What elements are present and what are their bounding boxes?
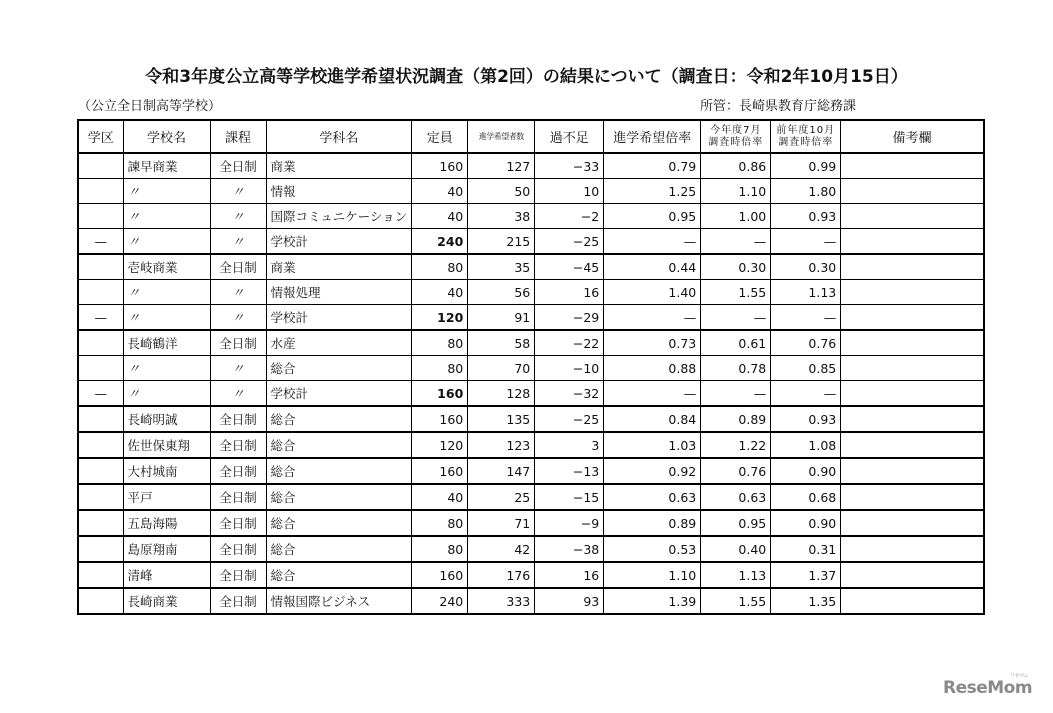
cell-ratio: 0.53 xyxy=(604,536,701,562)
cell-ratio: 0.44 xyxy=(604,254,701,280)
cell-surplus: −45 xyxy=(535,254,604,280)
cell-remarks xyxy=(841,458,984,484)
cell-applicants: 50 xyxy=(468,179,535,204)
cell-surplus: −29 xyxy=(535,305,604,331)
cell-ratio: 1.40 xyxy=(604,280,701,305)
cell-capacity: 160 xyxy=(412,458,468,484)
cell-school: 〃 xyxy=(123,179,210,204)
cell-school: 長崎商業 xyxy=(123,588,210,614)
cell-district xyxy=(78,179,123,204)
cell-applicants: 42 xyxy=(468,536,535,562)
header-applicants: 進学希望者数 xyxy=(468,120,535,153)
cell-district: — xyxy=(78,229,123,255)
table-row xyxy=(78,204,984,229)
cell-applicants: 58 xyxy=(468,330,535,356)
cell-course: 全日制 xyxy=(210,254,266,280)
cell-applicants: 56 xyxy=(468,280,535,305)
cell-surplus: −15 xyxy=(535,484,604,510)
cell-applicants: 91 xyxy=(468,305,535,331)
cell-remarks xyxy=(841,229,984,255)
header-remarks: 備考欄 xyxy=(841,120,984,153)
table-row xyxy=(78,562,984,588)
cell-surplus: −33 xyxy=(535,153,604,179)
cell-ratio: 1.10 xyxy=(604,562,701,588)
header-ratio: 進学希望倍率 xyxy=(604,120,701,153)
cell-department: 学校計 xyxy=(266,305,412,331)
cell-applicants: 25 xyxy=(468,484,535,510)
cell-july-ratio: 0.86 xyxy=(701,153,771,179)
cell-course: 全日制 xyxy=(210,484,266,510)
cell-ratio: 1.25 xyxy=(604,179,701,204)
cell-capacity: 160 xyxy=(412,153,468,179)
cell-remarks xyxy=(841,406,984,432)
cell-remarks xyxy=(841,153,984,179)
cell-district: — xyxy=(78,381,123,407)
table-row xyxy=(78,305,984,331)
cell-district xyxy=(78,458,123,484)
cell-prev-oct-ratio: 0.30 xyxy=(771,254,841,280)
cell-school: 五島海陽 xyxy=(123,510,210,536)
cell-july-ratio: 1.10 xyxy=(701,179,771,204)
cell-district xyxy=(78,588,123,614)
logo-kana: リセマム xyxy=(1010,673,1029,679)
cell-surplus: −13 xyxy=(535,458,604,484)
cell-district xyxy=(78,484,123,510)
cell-remarks xyxy=(841,305,984,331)
cell-school: 諫早商業 xyxy=(123,153,210,179)
cell-department: 学校計 xyxy=(266,229,412,255)
cell-remarks xyxy=(841,254,984,280)
cell-applicants: 147 xyxy=(468,458,535,484)
cell-july-ratio: 0.76 xyxy=(701,458,771,484)
cell-remarks xyxy=(841,179,984,204)
cell-school: 〃 xyxy=(123,305,210,331)
table-row xyxy=(78,254,984,280)
cell-capacity: 120 xyxy=(412,305,468,331)
cell-course: 〃 xyxy=(210,356,266,381)
header-prev-oct-ratio xyxy=(771,120,841,153)
cell-surplus: −38 xyxy=(535,536,604,562)
cell-district xyxy=(78,204,123,229)
school-type-label: （公立全日制高等学校） xyxy=(78,99,222,114)
cell-school: 平戸 xyxy=(123,484,210,510)
cell-district xyxy=(78,510,123,536)
cell-ratio: — xyxy=(604,305,701,331)
cell-department: 水産 xyxy=(266,330,412,356)
cell-school: 〃 xyxy=(123,280,210,305)
cell-department: 総合 xyxy=(266,484,412,510)
cell-surplus: 16 xyxy=(535,280,604,305)
cell-remarks xyxy=(841,432,984,458)
cell-prev-oct-ratio: — xyxy=(771,381,841,407)
cell-department: 商業 xyxy=(266,153,412,179)
cell-capacity: 80 xyxy=(412,356,468,381)
cell-surplus: 16 xyxy=(535,562,604,588)
cell-applicants: 123 xyxy=(468,432,535,458)
cell-capacity: 80 xyxy=(412,254,468,280)
cell-remarks xyxy=(841,536,984,562)
cell-surplus: −22 xyxy=(535,330,604,356)
cell-department: 商業 xyxy=(266,254,412,280)
cell-school: 〃 xyxy=(123,356,210,381)
cell-department: 情報 xyxy=(266,179,412,204)
cell-ratio: — xyxy=(604,381,701,407)
cell-ratio: 0.88 xyxy=(604,356,701,381)
document-title: 令和3年度公立高等学校進学希望状況調査（第2回）の結果について（調査日：令和2年10月15日） xyxy=(145,67,908,87)
cell-ratio: 1.03 xyxy=(604,432,701,458)
cell-prev-oct-ratio: — xyxy=(771,305,841,331)
table-row xyxy=(78,153,984,179)
cell-department: 総合 xyxy=(266,562,412,588)
table-row xyxy=(78,356,984,381)
cell-prev-oct-ratio: 0.90 xyxy=(771,458,841,484)
cell-surplus: −9 xyxy=(535,510,604,536)
cell-capacity: 40 xyxy=(412,179,468,204)
cell-remarks xyxy=(841,562,984,588)
cell-course: 全日制 xyxy=(210,562,266,588)
cell-july-ratio: 0.61 xyxy=(701,330,771,356)
cell-school: 島原翔南 xyxy=(123,536,210,562)
cell-july-ratio: 1.00 xyxy=(701,204,771,229)
cell-remarks xyxy=(841,484,984,510)
cell-district xyxy=(78,330,123,356)
cell-prev-oct-ratio: 0.90 xyxy=(771,510,841,536)
cell-capacity: 80 xyxy=(412,510,468,536)
cell-course: 全日制 xyxy=(210,536,266,562)
header-july-ratio xyxy=(701,120,771,153)
cell-capacity: 80 xyxy=(412,536,468,562)
cell-ratio: 0.84 xyxy=(604,406,701,432)
cell-course: 〃 xyxy=(210,229,266,255)
cell-july-ratio: 0.89 xyxy=(701,406,771,432)
cell-school: 長崎明誠 xyxy=(123,406,210,432)
cell-prev-oct-ratio: 0.68 xyxy=(771,484,841,510)
cell-prev-oct-ratio: 1.13 xyxy=(771,280,841,305)
cell-course: 全日制 xyxy=(210,588,266,614)
cell-surplus: −2 xyxy=(535,204,604,229)
cell-ratio: 0.92 xyxy=(604,458,701,484)
cell-prev-oct-ratio: 0.93 xyxy=(771,406,841,432)
cell-surplus: −25 xyxy=(535,406,604,432)
cell-prev-oct-ratio: 0.31 xyxy=(771,536,841,562)
cell-department: 総合 xyxy=(266,356,412,381)
cell-remarks xyxy=(841,588,984,614)
cell-july-ratio: — xyxy=(701,229,771,255)
cell-applicants: 176 xyxy=(468,562,535,588)
cell-ratio: 0.95 xyxy=(604,204,701,229)
cell-july-ratio: — xyxy=(701,305,771,331)
cell-capacity: 120 xyxy=(412,432,468,458)
cell-july-ratio: 1.55 xyxy=(701,280,771,305)
cell-district xyxy=(78,254,123,280)
cell-district xyxy=(78,432,123,458)
cell-remarks xyxy=(841,510,984,536)
cell-department: 総合 xyxy=(266,510,412,536)
cell-surplus: −25 xyxy=(535,229,604,255)
cell-district xyxy=(78,356,123,381)
header-prev-oct-ratio-line2: 調査時倍率 xyxy=(778,136,834,148)
cell-surplus: 3 xyxy=(535,432,604,458)
cell-applicants: 215 xyxy=(468,229,535,255)
table-row xyxy=(78,179,984,204)
cell-course: 全日制 xyxy=(210,458,266,484)
table-row xyxy=(78,458,984,484)
cell-ratio: 0.63 xyxy=(604,484,701,510)
cell-school: 長崎鶴洋 xyxy=(123,330,210,356)
cell-course: 全日制 xyxy=(210,510,266,536)
cell-department: 総合 xyxy=(266,458,412,484)
table-row xyxy=(78,536,984,562)
cell-district xyxy=(78,406,123,432)
cell-district xyxy=(78,280,123,305)
cell-department: 学校計 xyxy=(266,381,412,407)
cell-course: 全日制 xyxy=(210,432,266,458)
cell-capacity: 40 xyxy=(412,204,468,229)
cell-july-ratio: 0.30 xyxy=(701,254,771,280)
cell-applicants: 71 xyxy=(468,510,535,536)
table-row xyxy=(78,588,984,614)
cell-prev-oct-ratio: 1.37 xyxy=(771,562,841,588)
cell-remarks xyxy=(841,204,984,229)
table-header-row xyxy=(78,120,984,153)
cell-applicants: 38 xyxy=(468,204,535,229)
cell-course: 全日制 xyxy=(210,153,266,179)
header-surplus: 過不足 xyxy=(535,120,604,153)
cell-applicants: 135 xyxy=(468,406,535,432)
cell-july-ratio: 0.95 xyxy=(701,510,771,536)
cell-school: 清峰 xyxy=(123,562,210,588)
cell-school: 大村城南 xyxy=(123,458,210,484)
cell-course: 〃 xyxy=(210,305,266,331)
cell-district xyxy=(78,536,123,562)
cell-applicants: 333 xyxy=(468,588,535,614)
cell-remarks xyxy=(841,381,984,407)
cell-course: 〃 xyxy=(210,280,266,305)
cell-school: 壱岐商業 xyxy=(123,254,210,280)
cell-ratio: 0.89 xyxy=(604,510,701,536)
cell-remarks xyxy=(841,280,984,305)
cell-surplus: −32 xyxy=(535,381,604,407)
table-row xyxy=(78,484,984,510)
cell-ratio: 0.79 xyxy=(604,153,701,179)
header-course: 課程 xyxy=(210,120,266,153)
cell-ratio: — xyxy=(604,229,701,255)
cell-department: 情報国際ビジネス xyxy=(266,588,412,614)
cell-july-ratio: — xyxy=(701,381,771,407)
survey-results-table xyxy=(77,119,985,615)
cell-surplus: 10 xyxy=(535,179,604,204)
cell-school: 〃 xyxy=(123,204,210,229)
table-row xyxy=(78,510,984,536)
cell-capacity: 40 xyxy=(412,280,468,305)
logo-text: ReseMom xyxy=(943,678,1033,698)
header-july-ratio-line2: 調査時倍率 xyxy=(708,136,764,148)
cell-capacity: 160 xyxy=(412,562,468,588)
cell-prev-oct-ratio: 1.08 xyxy=(771,432,841,458)
cell-prev-oct-ratio: 1.35 xyxy=(771,588,841,614)
cell-prev-oct-ratio: 0.76 xyxy=(771,330,841,356)
cell-capacity: 240 xyxy=(412,229,468,255)
cell-applicants: 35 xyxy=(468,254,535,280)
header-capacity: 定員 xyxy=(412,120,468,153)
cell-prev-oct-ratio: 1.80 xyxy=(771,179,841,204)
cell-remarks xyxy=(841,330,984,356)
cell-applicants: 128 xyxy=(468,381,535,407)
cell-ratio: 1.39 xyxy=(604,588,701,614)
cell-department: 総合 xyxy=(266,406,412,432)
cell-prev-oct-ratio: 0.93 xyxy=(771,204,841,229)
cell-capacity: 160 xyxy=(412,406,468,432)
cell-july-ratio: 1.13 xyxy=(701,562,771,588)
cell-district xyxy=(78,153,123,179)
cell-department: 総合 xyxy=(266,432,412,458)
cell-surplus: 93 xyxy=(535,588,604,614)
cell-ratio: 0.73 xyxy=(604,330,701,356)
cell-prev-oct-ratio: — xyxy=(771,229,841,255)
cell-prev-oct-ratio: 0.99 xyxy=(771,153,841,179)
cell-department: 総合 xyxy=(266,536,412,562)
cell-applicants: 70 xyxy=(468,356,535,381)
cell-district: — xyxy=(78,305,123,331)
cell-district xyxy=(78,562,123,588)
header-july-ratio-line1: 今年度7月 xyxy=(710,124,762,136)
cell-july-ratio: 1.55 xyxy=(701,588,771,614)
cell-course: 〃 xyxy=(210,179,266,204)
cell-prev-oct-ratio: 0.85 xyxy=(771,356,841,381)
cell-school: 〃 xyxy=(123,381,210,407)
table-row xyxy=(78,229,984,255)
table-row xyxy=(78,406,984,432)
cell-remarks xyxy=(841,356,984,381)
cell-course: 全日制 xyxy=(210,330,266,356)
table-row xyxy=(78,330,984,356)
cell-department: 国際コミュニケーション xyxy=(266,204,412,229)
cell-july-ratio: 0.63 xyxy=(701,484,771,510)
cell-capacity: 160 xyxy=(412,381,468,407)
cell-department: 情報処理 xyxy=(266,280,412,305)
table-row xyxy=(78,432,984,458)
table-row xyxy=(78,381,984,407)
jurisdiction-label: 所管：長崎県教育庁総務課 xyxy=(700,99,857,114)
cell-school: 佐世保東翔 xyxy=(123,432,210,458)
cell-school: 〃 xyxy=(123,229,210,255)
header-department: 学科名 xyxy=(266,120,412,153)
header-district: 学区 xyxy=(78,120,123,153)
header-prev-oct-ratio-line1: 前年度10月 xyxy=(776,124,836,136)
cell-applicants: 127 xyxy=(468,153,535,179)
cell-course: 〃 xyxy=(210,204,266,229)
table-row xyxy=(78,280,984,305)
cell-july-ratio: 1.22 xyxy=(701,432,771,458)
cell-course: 〃 xyxy=(210,381,266,407)
header-school: 学校名 xyxy=(123,120,210,153)
cell-july-ratio: 0.78 xyxy=(701,356,771,381)
cell-capacity: 80 xyxy=(412,330,468,356)
cell-surplus: −10 xyxy=(535,356,604,381)
resemom-logo xyxy=(943,673,1033,698)
cell-course: 全日制 xyxy=(210,406,266,432)
cell-capacity: 240 xyxy=(412,588,468,614)
cell-july-ratio: 0.40 xyxy=(701,536,771,562)
cell-capacity: 40 xyxy=(412,484,468,510)
